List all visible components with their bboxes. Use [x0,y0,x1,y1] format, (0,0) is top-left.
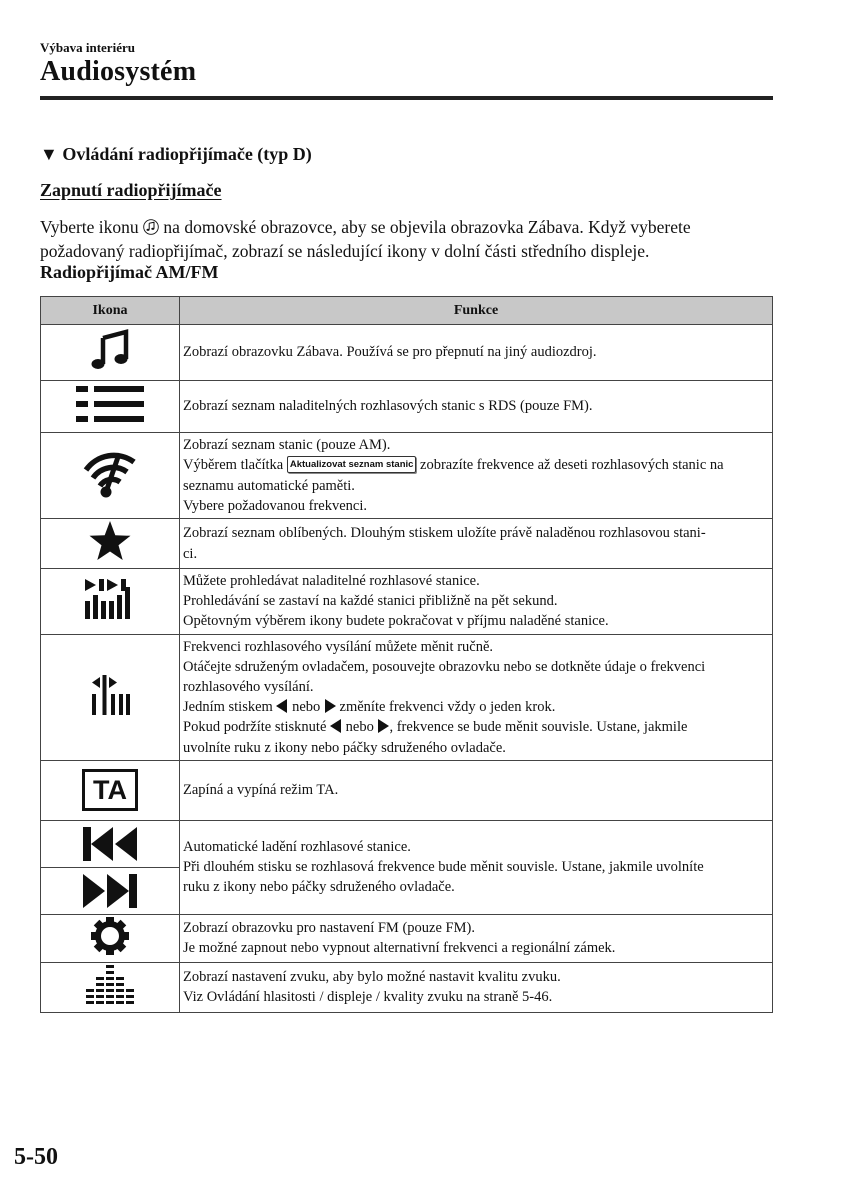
table-row [41,325,773,381]
triangle-left-icon [330,719,342,733]
function-cell [180,381,773,433]
function-cell [180,760,773,820]
table-row [41,433,773,519]
table-row [41,760,773,820]
function-text: ci. [183,545,198,562]
section-heading: ▼ Ovládání radiopřijímače (typ D) [40,144,312,164]
equalizer-icon [86,964,134,1006]
text-fragment: zobrazíte frekvence až deseti rozhlasových stanic na [416,457,724,474]
function-cell [180,569,773,635]
icon-cell [41,569,180,635]
header-function: Funkce [180,297,773,325]
text-fragment: nebo [288,699,324,716]
ta-icon [82,769,138,811]
music-note-icon [88,328,132,372]
function-text: Zobrazí obrazovku pro nastavení FM (pouze FM). [183,920,475,937]
intro-paragraph [40,215,775,263]
table-row [41,381,773,433]
function-cell [180,634,773,760]
function-text: Viz Ovládání hlasitosti / displeje / kvality zvuku na straně 5-46. [183,989,553,1006]
table-row [41,820,773,914]
function-text: seznamu automatické paměti. [183,477,355,494]
icon-cell [41,433,180,519]
table-row [41,569,773,635]
function-text: Zobrazí seznam naladitelných rozhlasových stanic s RDS (pouze FM). [183,398,593,415]
function-text: Zobrazí seznam oblíbených. Dlouhým stiskem uložíte právě naladěnou rozhlasovou stani- [183,525,706,542]
tuner-label: Radiopřijímač AM/FM [40,262,219,282]
function-table [40,296,773,1013]
icon-cell [41,634,180,760]
function-text: ruku z ikony nebo páčky sdruženého ovladače. [183,879,455,896]
function-cell [180,433,773,519]
page-title: Audiosystém [40,56,197,87]
function-text: Je možné zapnout nebo vypnout alternativní frekvenci a regionální zámek. [183,940,616,957]
table-row [41,519,773,569]
function-text: Zobrazí obrazovku Zábava. Používá se pro přepnutí na jiný audiozdroj. [183,344,597,361]
table-row [41,634,773,760]
ta-icon-label: TA [93,775,127,806]
function-text: Můžete prohledávat naladitelné rozhlasové stanice. [183,573,480,589]
function-cell [180,519,773,569]
triangle-right-icon [377,719,389,733]
function-text: Vybere požadovanou frekvenci. [183,497,367,514]
function-cell [180,914,773,962]
icon-cell [41,519,180,569]
title-rule [40,96,773,100]
subheading: Zapnutí radiopřijímače [40,180,222,200]
list-icon [74,384,146,424]
function-cell [180,820,773,914]
function-cell [180,325,773,381]
intro-text-end: na domovské obrazovce, aby se objevila obrazovka Zábava. Když vyberete požadovaný radiopřijímač, zobrazí se následující ikony v dolní části středního displeje. [40,217,691,261]
header-icon: Ikona [41,297,180,325]
text-fragment: , frekvence se bude měnit souvisle. Ustane, jakmile [389,719,688,736]
function-text: Otáčejte sdruženým ovladačem, posouvejte obrazovku nebo se dotkněte údaje o frekvenci [183,658,706,675]
function-text: Zobrazí seznam stanic (pouze AM). [183,437,391,454]
icon-cell [41,820,180,914]
function-text: Zobrazí nastavení zvuku, aby bylo možné nastavit kvalitu zvuku. [183,969,561,986]
icon-cell [41,381,180,433]
manual-tune-icon [90,674,130,716]
function-text: Frekvenci rozhlasového vysílání můžete měnit ručně. [183,638,494,655]
function-text [183,697,768,717]
scan-icon [83,577,137,621]
function-text: rozhlasového vysílání. [183,679,314,696]
update-station-list-button: Aktualizovat seznam stanic [287,456,417,473]
text-fragment: Pokud podržíte stisknuté [183,719,331,736]
star-icon [88,520,132,562]
seek-forward-cell [41,868,179,914]
function-text: Prohledávání se zastaví na každé stanici přibližně na pět sekund. [183,593,558,610]
triangle-left-icon [276,699,288,713]
function-text: Opětovným výběrem ikony budete pokračovat v příjmu naladěné stanice. [183,613,609,630]
table-header-row [41,297,773,325]
function-text: Automatické ladění rozhlasové stanice. [183,839,411,856]
radio-signal-icon [82,448,138,498]
icon-cell [41,760,180,820]
breadcrumb: Výbava interiéru [40,40,135,55]
gear-icon [90,916,130,956]
seek-back-icon [82,826,138,862]
text-fragment: nebo [342,719,378,736]
function-text [183,717,768,737]
text-fragment: změníte frekvenci vždy o jeden krok. [335,699,556,716]
icon-cell [41,962,180,1012]
table-row [41,962,773,1012]
music-note-icon [143,219,159,235]
icon-cell [41,914,180,962]
triangle-right-icon [324,699,336,713]
function-text [183,455,768,475]
table-row [41,914,773,962]
seek-forward-icon [82,873,138,909]
page-number: 5-50 [14,1144,58,1170]
text-fragment: Výběrem tlačítka [183,457,287,474]
function-text: Při dlouhém stisku se rozhlasová frekvence bude měnit souvisle. Ustane, jakmile uvolníte [183,859,704,876]
function-cell [180,962,773,1012]
intro-text-start: Vyberte ikonu [40,217,144,237]
seek-back-cell [41,821,179,868]
function-text: uvolníte ruku z ikony nebo páčky sdruženého ovladače. [183,739,506,756]
icon-cell [41,325,180,381]
text-fragment: Jedním stiskem [183,699,277,716]
function-text: Zapíná a vypíná režim TA. [183,782,339,799]
